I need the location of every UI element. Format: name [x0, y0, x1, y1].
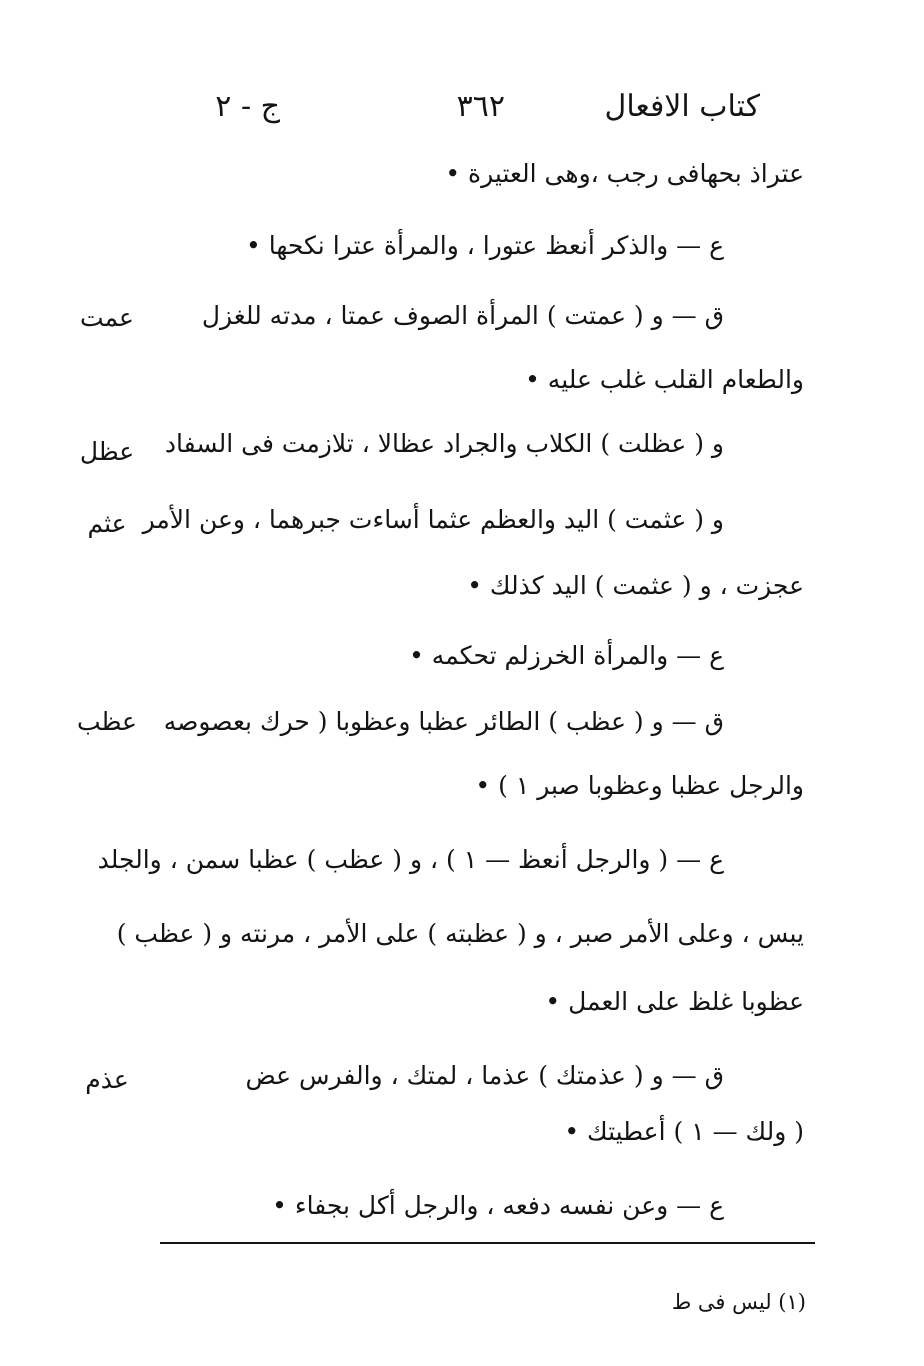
text-line: ع — ( والرجل أنعظ — ١ ) ، و ( عظب ) عظبا سمن ، والجلد: [97, 845, 724, 874]
text-line: والرجل عظبا وعظوبا صبر ١ ) •: [475, 771, 804, 800]
footnote: (١) ليس فى ط: [671, 1290, 806, 1314]
footnote-divider: [160, 1242, 815, 1244]
page-number: ٣٦٢: [456, 89, 505, 124]
book-title: كتاب الافعال: [604, 89, 760, 124]
text-line: ( ولك — ١ ) أعطيتك •: [564, 1117, 804, 1146]
margin-root-word: عمت: [80, 303, 134, 332]
volume-part: ج - ٢: [215, 89, 280, 124]
text-line: عظوبا غلظ على العمل •: [545, 987, 804, 1016]
margin-root-word: عثم: [87, 509, 127, 538]
text-line: ق — و ( عظب ) الطائر عظبا وعظوبا ( حرك بعصوصه: [163, 707, 724, 736]
text-line: والطعام القلب غلب عليه •: [525, 365, 804, 394]
text-line: يبس ، وعلى الأمر صبر ، و ( عظبته ) على الأمر ، مرنته و ( عظب ): [116, 919, 804, 948]
text-line: عجزت ، و ( عثمت ) اليد كذلك •: [467, 571, 804, 600]
page-header: [190, 82, 760, 132]
text-line: ع — والذكر أنعظ عتورا ، والمرأة عترا نكحها •: [246, 231, 724, 260]
text-line: ق — و ( عمتت ) المرأة الصوف عمتا ، مدته للغزل: [201, 301, 724, 330]
text-line: و ( عثمت ) اليد والعظم عثما أساءت جبرهما ، وعن الأمر: [142, 505, 724, 534]
margin-root-word: عظل: [79, 437, 135, 466]
text-line: ع — وعن نفسه دفعه ، والرجل أكل بجفاء •: [272, 1191, 724, 1220]
margin-root-word: عظب: [77, 707, 137, 736]
text-line: ق — و ( عذمتك ) عذما ، لمتك ، والفرس عض: [245, 1061, 724, 1090]
text-line: عتراذ بحهافى رجب ،وهى العتيرة •: [445, 159, 804, 188]
text-line: ع — والمرأة الخرزلم تحكمه •: [409, 641, 724, 670]
margin-root-word: عذم: [85, 1065, 129, 1094]
text-line: و ( عظلت ) الكلاب والجراد عظالا ، تلازمت فى السفاد: [164, 429, 724, 458]
